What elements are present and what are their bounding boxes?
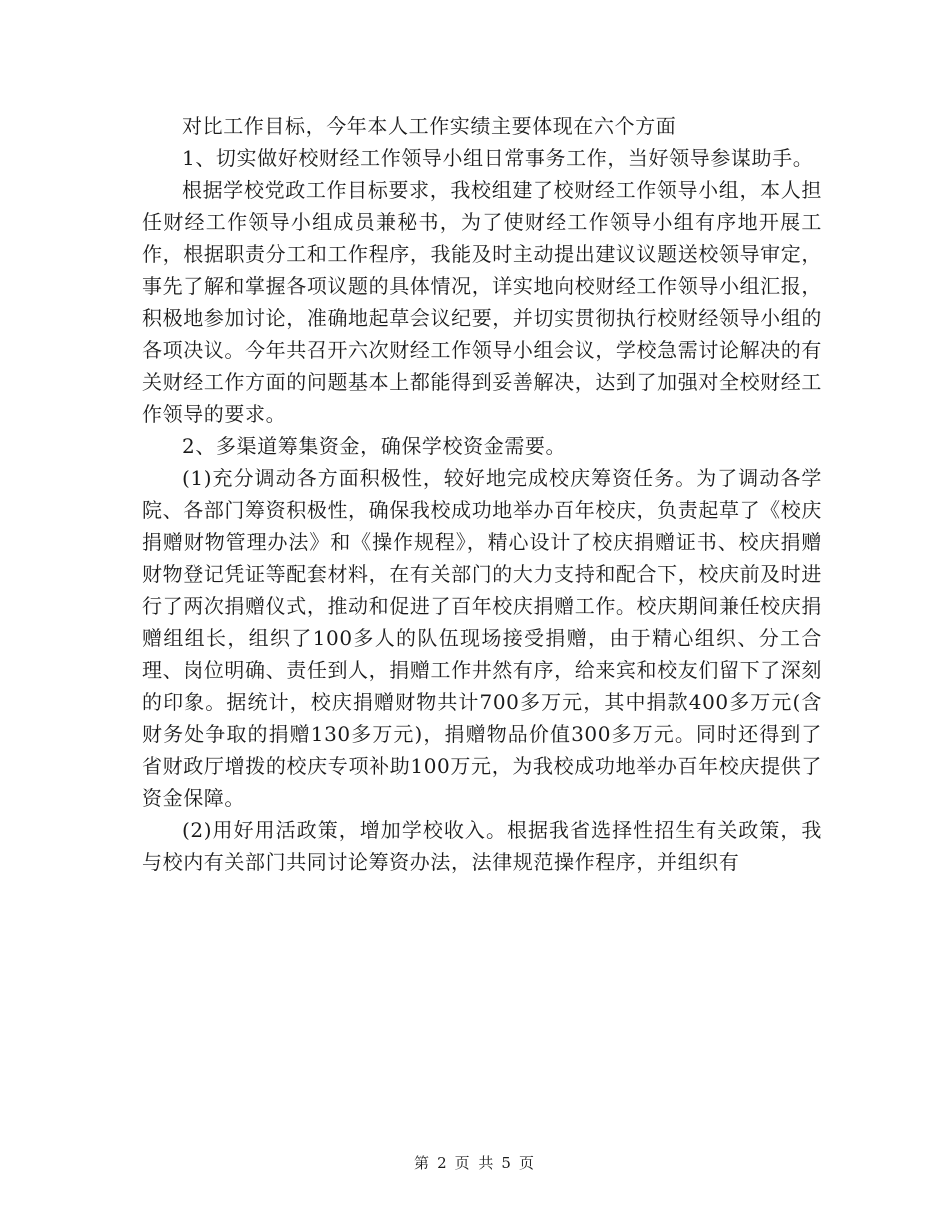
page-label-prefix: 第: [414, 1154, 432, 1172]
paragraph-item-2-sub-2: (2)用好用活政策，增加学校收入。根据我省选择性招生有关政策，我与校内有关部门共同讨论筹资办法，法律规范操作程序，并组织有: [142, 818, 822, 874]
page-label-suffix: 页: [518, 1154, 536, 1172]
document-body: [142, 110, 822, 878]
paragraph-item-2-heading: 2、多渠道筹集资金，确保学校资金需要。: [182, 434, 567, 458]
page-number-total: 5: [501, 1154, 513, 1172]
paragraph-item-1-body: 根据学校党政工作目标要求，我校组建了校财经工作领导小组，本人担任财经工作领导小组成员兼秘书，为了使财经工作领导小组有序地开展工作，根据职责分工和工作程序，我能及时主动提出建议议题送校领导审定，事先了解和掌握各项议题的具体情况，详实地向校财经工作领导小组汇报，积极地参加讨论，准确地起草会议纪要，并切实贯彻执行校财经领导小组的各项决议。今年共召开六次财经工作领导小组会议，学校急需讨论解决的有关财经工作方面的问题基本上都能得到妥善解决，达到了加强对全校财经工作领导的要求。: [142, 178, 822, 426]
paragraph-intro: 对比工作目标，今年本人工作实绩主要体现在六个方面: [182, 114, 677, 138]
paragraph-item-2-sub-1: (1)充分调动各方面积极性，较好地完成校庆筹资任务。为了调动各学院、各部门筹资积极性，确保我校成功地举办百年校庆，负责起草了《校庆捐赠财物管理办法》和《操作规程》，精心设计了校庆捐赠证书、校庆捐赠财物登记凭证等配套材料，在有关部门的大力支持和配合下，校庆前及时进行了两次捐赠仪式，推动和促进了百年校庆捐赠工作。校庆期间兼任校庆捐赠组组长，组织了100多人的队伍现场接受捐赠，由于精心组织、分工合理、岗位明确、责任到人，捐赠工作井然有序，给来宾和校友们留下了深刻的印象。据统计，校庆捐赠财物共计700多万元，其中捐款400多万元(含财务处争取的捐赠130多万元)，捐赠物品价值300多万元。同时还得到了省财政厅增拨的校庆专项补助100万元，为我校成功地举办百年校庆提供了资金保障。: [142, 466, 822, 810]
page-footer: [0, 1152, 950, 1173]
page-number-current: 2: [437, 1154, 449, 1172]
paragraph-item-1-heading: 1、切实做好校财经工作领导小组日常事务工作，当好领导参谋助手。: [182, 146, 814, 170]
page-label-mid: 页 共: [454, 1154, 496, 1172]
